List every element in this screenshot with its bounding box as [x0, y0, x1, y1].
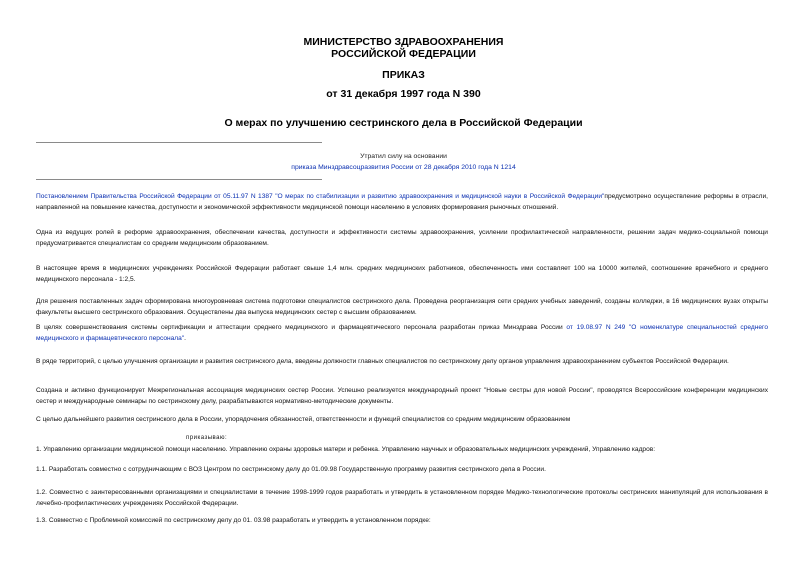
- paragraph-2: Одна из ведущих ролей в реформе здравоохранения, обеспечении качества, доступности и эффективности системы здравоохранения, усилении профилактической направленности, решении задач медико-социальной помощи предусматривается специалистам со средним медицинским образованием.: [36, 229, 768, 247]
- ministry-name-line2: РОССИЙСКОЙ ФЕДЕРАЦИИ: [331, 48, 476, 60]
- ministry-name-line1: МИНИСТЕРСТВО ЗДРАВООХРАНЕНИЯ: [303, 36, 504, 48]
- order-249-link[interactable]: от 19.08.97 N 249 "О номенклатуре специальностей среднего медицинского и фармацевтического персонала": [36, 324, 768, 342]
- document-type: ПРИКАЗ: [382, 69, 425, 81]
- divider-bottom: [36, 179, 322, 180]
- status-note-link-wrap: [0, 164, 807, 171]
- document-date-number: от 31 декабря 1997 года N 390: [326, 88, 481, 100]
- item-1-2: 1.2. Совместно с заинтересованными организациями и специалистами в течение 1998-1999 годов разработать и утвердить в установленном порядке Медико-технологические протоколы сестринских манипуляций для использования в лечебно-профилактических учреждениях Российской Федерации.: [36, 489, 768, 507]
- order-word: приказываю:: [186, 435, 228, 441]
- divider-top: [36, 142, 322, 143]
- repeal-order-link[interactable]: приказа Минздравсоцразвития России от 28 декабря 2010 года N 1214: [291, 164, 516, 171]
- paragraph-4: Для решения поставленных задач сформирована многоуровневая система подготовки специалистов сестринского дела. Проведена реорганизация сети средних учебных заведений, созданы колледжи, в 16 медицинских вузах открыты факультеты высшего сестринского образования. Осуществлены два выпуска медицинских сестер с высшим образованием.: [36, 298, 768, 316]
- item-1-3: 1.3. Совместно с Проблемной комиссией по сестринскому делу до 01. 03.98 разработать и утвердить в установленном порядке:: [36, 517, 431, 524]
- paragraph-1-text: предусмотрено осуществление реформы в отрасли, направленной на повышение качества, доступности и экономической эффективности медицинской помощи населению в условиях формирования рыночных отношений.: [36, 193, 769, 211]
- item-1: 1. Управлению организации медицинской помощи населению. Управлению охраны здоровья матери и ребенка. Управлению научных и образовательных медицинских учреждений, Управлению кадров:: [36, 446, 656, 453]
- government-decree-link[interactable]: Постановлением Правительства Российской Федерации от 05.11.97 N 1387 "О мерах по стабилизации и развитию здравоохранения и медицинской науки в Российской Федерации": [36, 193, 605, 200]
- paragraph-1: [36, 192, 768, 213]
- status-note-text: Утратил силу на основании: [360, 153, 447, 160]
- paragraph-5-text: В целях совершенствования системы сертификации и аттестации среднего медицинского и фармацевтического персонала разработан приказ Минздрава России: [36, 324, 563, 331]
- paragraph-3: В настоящее время в медицинских учреждениях Российской Федерации работает свыше 1,4 млн. средних медицинских работников, обеспеченность ими составляет 100 на 10000 жителей, соотношение врачебного и среднего медицинского персонала - 1:2,5.: [36, 265, 768, 283]
- paragraph-7: Создана и активно функционирует Межрегиональная ассоциация медицинских сестер России. Успешно реализуется международный проект "Новые сестры для новой России", проводятся Всероссийские конференции медицинских сестер и международные семинары по сестринскому делу, разрабатываются нормативно-методические документы.: [36, 387, 768, 405]
- paragraph-6: В ряде территорий, с целью улучшения организации и развития сестринского дела, введены должности главных специалистов по сестринскому делу органов управления здравоохранением субъектов Российской Федерации.: [36, 358, 729, 365]
- paragraph-5: [36, 323, 768, 344]
- item-1-1: 1.1. Разработать совместно с сотрудничающим с ВОЗ Центром по сестринскому делу до 01.09.98 Государственную программу развития сестринского дела в России.: [36, 466, 546, 473]
- document-title: О мерах по улучшению сестринского дела в Российской Федерации: [224, 117, 583, 129]
- paragraph-5-end: .: [184, 334, 187, 342]
- paragraph-8: С целью дальнейшего развития сестринского дела в России, упорядочения обязанностей, ответственности и функций специалистов со средним медицинским образованием: [36, 416, 571, 423]
